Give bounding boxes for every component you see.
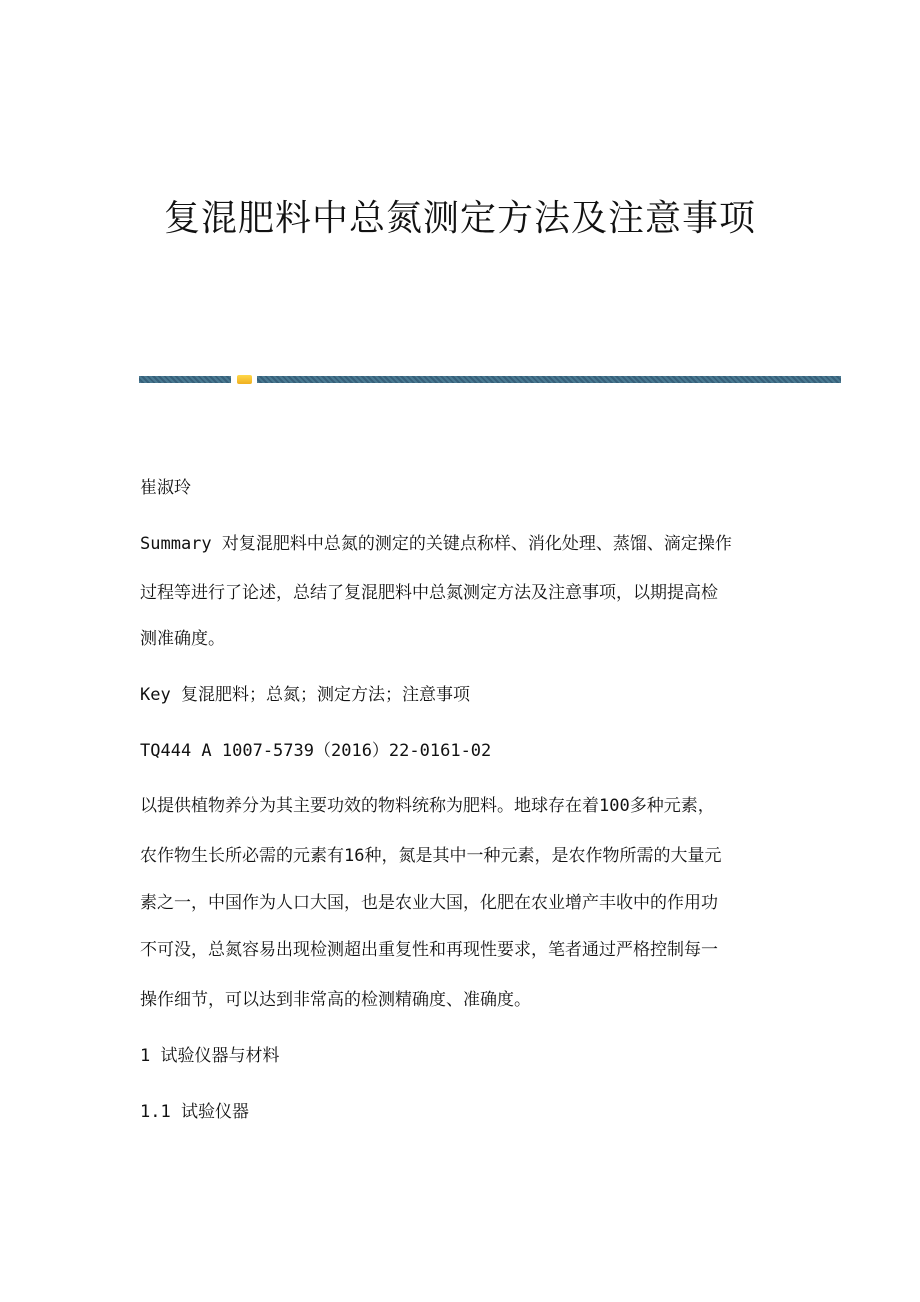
summary-line: 过程等进行了论述，总结了复混肥料中总氮测定方法及注意事项，以期提高检 [140, 583, 718, 603]
author: 崔淑玲 [140, 478, 191, 498]
intro-line: 农作物生长所必需的元素有16种，氮是其中一种元素，是农作物所需的大量元 [140, 846, 722, 866]
summary-line: Summary 对复混肥料中总氮的测定的关键点称样、消化处理、蒸馏、滴定操作 [140, 534, 732, 554]
document-title: 复混肥料中总氮测定方法及注意事项 [163, 198, 756, 239]
keywords: Key 复混肥料；总氮；测定方法；注意事项 [140, 685, 470, 705]
summary-line: 测准确度。 [140, 629, 225, 649]
intro-line: 操作细节，可以达到非常高的检测精确度、准确度。 [140, 990, 531, 1010]
intro-line: 以提供植物养分为其主要功效的物料统称为肥料。地球存在着100多种元素， [140, 796, 715, 816]
divider-bar-right [257, 376, 841, 383]
section-heading: 1 试验仪器与材料 [140, 1046, 280, 1066]
intro-line: 素之一，中国作为人口大国，也是农业大国，化肥在农业增产丰收中的作用功 [140, 893, 718, 913]
divider-ornament-icon [237, 375, 252, 384]
classification: TQ444 A 1007-5739（2016）22-0161-02 [140, 741, 492, 761]
title-divider [139, 375, 841, 384]
divider-bar-left [139, 376, 231, 383]
intro-line: 不可没，总氮容易出现检测超出重复性和再现性要求，笔者通过严格控制每一 [140, 940, 718, 960]
subsection-heading: 1.1 试验仪器 [140, 1102, 249, 1122]
